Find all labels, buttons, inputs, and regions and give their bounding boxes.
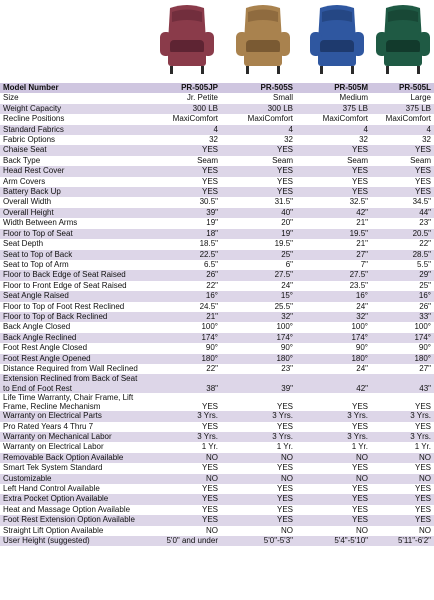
row-value: 43" <box>371 374 434 392</box>
row-value: 174° <box>371 333 434 343</box>
row-value: 19.5" <box>296 229 371 239</box>
row-label: Back Angle Closed <box>3 322 71 332</box>
row-value: Medium <box>339 93 368 103</box>
row-value: 19" <box>221 229 296 239</box>
row-value: NO <box>296 453 371 463</box>
row-value: 4 <box>146 125 221 135</box>
row-value: 39" <box>146 208 221 218</box>
row-label: Fabric Options <box>3 135 56 145</box>
row-value: Seam <box>197 155 218 165</box>
header-col: PR-505M <box>296 83 371 93</box>
row-value: YES <box>146 166 221 176</box>
row-value: MaxiComfort <box>247 114 293 124</box>
row-value: NO <box>296 474 371 484</box>
table-row <box>0 104 434 114</box>
row-value: 32" <box>296 312 371 322</box>
row-label: Warranty on Electrical Parts <box>0 411 146 421</box>
row-value: 375 LB <box>296 104 371 114</box>
row-value: 27" <box>419 363 431 373</box>
table-row <box>0 145 434 155</box>
row-label: Overall Width <box>3 197 52 207</box>
row-label: Weight Capacity <box>0 104 146 114</box>
row-label: Floor to Top of Seat <box>0 229 146 239</box>
row-label: Width Between Arms <box>3 218 78 228</box>
table-row <box>0 114 434 124</box>
row-value: 23" <box>419 218 431 228</box>
row-label: Warranty on Mechanical Labor <box>0 432 146 442</box>
row-value: NO <box>281 525 293 535</box>
row-value: 28.5" <box>371 250 434 260</box>
row-value: 23.5" <box>349 280 368 290</box>
chair-blue-image <box>306 2 368 78</box>
row-value: 4 <box>371 125 434 135</box>
row-value: YES <box>351 484 368 494</box>
chair-leg-shape <box>277 66 280 74</box>
row-value: YES <box>146 145 221 155</box>
row-value: 27.5" <box>221 270 296 280</box>
row-value: YES <box>201 504 218 514</box>
table-row <box>0 187 434 197</box>
row-label: Floor to Back Edge of Seat Raised <box>0 270 146 280</box>
row-value: 5'0" and under <box>146 536 221 546</box>
row-value: NO <box>221 453 296 463</box>
row-value: 22" <box>206 280 218 290</box>
table-row <box>0 484 434 494</box>
row-value: 32 <box>209 135 218 145</box>
row-value: 5'11"-6'2" <box>371 536 434 546</box>
row-value: YES <box>371 145 434 155</box>
row-value: NO <box>356 525 368 535</box>
table-row <box>0 312 434 322</box>
row-value: 24" <box>281 280 293 290</box>
row-label: Battery Back Up <box>0 187 146 197</box>
row-value: YES <box>351 463 368 473</box>
row-value: 180° <box>296 354 371 364</box>
chair-base-shape <box>318 52 356 66</box>
table-row <box>0 474 434 484</box>
table-row <box>0 166 434 176</box>
row-value: 1 Yr. <box>351 442 368 452</box>
table-row <box>0 197 434 207</box>
table-row <box>0 208 434 218</box>
row-value: MaxiComfort <box>172 114 218 124</box>
row-label: Pro Rated Years 4 Thru 7 <box>3 421 94 431</box>
row-value: 3 Yrs. <box>296 411 371 421</box>
chair-leg-shape <box>201 66 204 74</box>
row-value: YES <box>221 494 296 504</box>
row-value: YES <box>146 494 221 504</box>
row-value: YES <box>221 145 296 155</box>
row-value: 34.5" <box>412 197 431 207</box>
row-value: 16° <box>296 291 371 301</box>
row-value: 6" <box>285 259 293 269</box>
row-value: 180° <box>221 354 296 364</box>
row-value: NO <box>221 474 296 484</box>
row-value: Seam <box>347 155 368 165</box>
table-row <box>0 442 434 452</box>
row-value: 90° <box>418 343 431 353</box>
table-row <box>0 354 434 364</box>
row-value: YES <box>146 515 221 525</box>
row-value: 5'4"-5'10" <box>296 536 371 546</box>
row-label: Seat to Top of Back <box>0 250 146 260</box>
row-value: NO <box>371 453 434 463</box>
row-value: 100° <box>351 322 368 332</box>
row-value: YES <box>351 421 368 431</box>
row-label: Floor to Top of Back Reclined <box>0 312 146 322</box>
row-value: NO <box>146 453 221 463</box>
table-row <box>0 515 434 525</box>
header-col: PR-505S <box>221 83 296 93</box>
row-value: 24" <box>356 301 368 311</box>
row-value: 15° <box>221 291 296 301</box>
row-label: Back Type <box>3 155 41 165</box>
row-value: 39" <box>221 374 296 392</box>
row-value: 22" <box>419 239 431 249</box>
row-value: 3 Yrs. <box>146 432 221 442</box>
row-value: YES <box>371 515 434 525</box>
row-label: Size <box>3 93 19 103</box>
row-value: 174° <box>296 333 371 343</box>
header-col: PR-505JP <box>146 83 221 93</box>
row-value: 42" <box>296 208 371 218</box>
row-value: YES <box>296 145 371 155</box>
chair-leg-shape <box>170 66 173 74</box>
table-row <box>0 177 434 187</box>
table-row <box>0 536 434 546</box>
table-row <box>0 526 434 536</box>
row-label: Seat Angle Raised <box>0 291 146 301</box>
row-value: 22.5" <box>146 250 221 260</box>
table-row <box>0 125 434 135</box>
row-label: Floor to Top of Foot Rest Reclined <box>3 301 125 311</box>
row-value: YES <box>276 421 293 431</box>
chair-base-shape <box>168 52 206 66</box>
header-label: Model Number <box>0 83 146 93</box>
row-value: 5.5" <box>417 259 431 269</box>
row-value: 300 LB <box>146 104 221 114</box>
row-value: 32 <box>359 135 368 145</box>
row-value: YES <box>414 463 431 473</box>
row-value: 40" <box>221 208 296 218</box>
row-value: 22" <box>206 363 218 373</box>
table-row <box>0 364 434 374</box>
row-value: 3 Yrs. <box>221 411 296 421</box>
chair-leg-shape <box>246 66 249 74</box>
row-value: YES <box>146 187 221 197</box>
row-value: 18" <box>146 229 221 239</box>
row-value: 20" <box>281 218 293 228</box>
table-row <box>0 333 434 343</box>
row-value: 1 Yr. <box>414 442 431 452</box>
row-value: 30.5" <box>199 197 218 207</box>
row-value: 90° <box>205 343 218 353</box>
row-value: 21" <box>356 239 368 249</box>
chair-leg-shape <box>386 66 389 74</box>
row-label: Life Time Warranty, Chair Frame, Lift Frame, Recline Mechanism <box>3 392 134 411</box>
row-label: Head Rest Cover <box>0 166 146 176</box>
spec-table <box>0 83 434 546</box>
row-value: 21" <box>356 218 368 228</box>
row-value: Small <box>272 93 293 103</box>
row-value: 23" <box>281 363 293 373</box>
row-value: YES <box>296 494 371 504</box>
header-col: PR-505L <box>371 83 434 93</box>
row-value: 90° <box>280 343 293 353</box>
row-label: Extension Reclined from Back of Seat to End of Foot Rest <box>0 374 146 392</box>
chair-base-shape <box>384 52 422 66</box>
table-row <box>0 281 434 291</box>
row-label: Customizable <box>0 474 146 484</box>
row-value: YES <box>351 504 368 514</box>
row-value: YES <box>221 515 296 525</box>
row-value: 26" <box>146 270 221 280</box>
row-label: Removable Back Option Available <box>0 453 146 463</box>
row-value: YES <box>414 176 431 186</box>
table-row <box>0 229 434 239</box>
row-value: 16° <box>371 291 434 301</box>
chair-burgundy-image <box>156 2 218 78</box>
chair-base-shape <box>244 52 282 66</box>
row-value: 4 <box>296 125 371 135</box>
row-label: Foot Rest Angle Opened <box>0 354 146 364</box>
row-value: YES <box>351 401 368 411</box>
row-value: 300 LB <box>221 104 296 114</box>
row-value: 26" <box>419 301 431 311</box>
row-value: 6.5" <box>204 259 218 269</box>
row-label: Foot Rest Extension Option Available <box>0 515 146 525</box>
row-label: Distance Required from Wall Reclined <box>3 363 138 373</box>
row-value: 21" <box>146 312 221 322</box>
table-row <box>0 218 434 228</box>
row-label: Left Hand Control Available <box>3 484 100 494</box>
row-label: Foot Rest Angle Closed <box>3 343 88 353</box>
row-value: 174° <box>146 333 221 343</box>
row-value: 90° <box>355 343 368 353</box>
table-row <box>0 322 434 332</box>
row-value: 7" <box>360 259 368 269</box>
table-row <box>0 463 434 473</box>
row-value: YES <box>276 484 293 494</box>
chair-leg-shape <box>320 66 323 74</box>
row-value: 27.5" <box>296 270 371 280</box>
row-label: Straight Lift Option Available <box>3 525 104 535</box>
row-value: 25" <box>419 280 431 290</box>
row-value: 100° <box>414 322 431 332</box>
row-value: YES <box>201 401 218 411</box>
row-value: 4 <box>221 125 296 135</box>
row-value: NO <box>371 474 434 484</box>
row-value: 3 Yrs. <box>296 432 371 442</box>
spec-table-body <box>0 83 434 546</box>
row-value: 33" <box>371 312 434 322</box>
row-label: Floor to Front Edge of Seat Raised <box>3 280 127 290</box>
row-value: 24" <box>356 363 368 373</box>
row-value: YES <box>414 504 431 514</box>
row-value: NO <box>206 525 218 535</box>
table-row <box>0 343 434 353</box>
row-value: 44" <box>371 208 434 218</box>
table-row <box>0 494 434 504</box>
row-value: 32" <box>221 312 296 322</box>
row-value: 1 Yr. <box>201 442 218 452</box>
row-value: YES <box>201 463 218 473</box>
row-value: 29" <box>371 270 434 280</box>
row-value: YES <box>276 176 293 186</box>
row-value: Seam <box>410 155 431 165</box>
row-value: Large <box>410 93 431 103</box>
row-label: Seat to Top of Arm <box>3 259 69 269</box>
row-value: 42" <box>296 374 371 392</box>
row-value: YES <box>371 494 434 504</box>
row-value: YES <box>221 166 296 176</box>
row-value: 38" <box>146 374 221 392</box>
row-value: MaxiComfort <box>322 114 368 124</box>
chair-seat-shape <box>170 40 204 54</box>
row-value: 32.5" <box>349 197 368 207</box>
row-label: Arm Covers <box>3 176 46 186</box>
table-row <box>0 250 434 260</box>
row-value: 16° <box>146 291 221 301</box>
chair-seat-shape <box>246 40 280 54</box>
table-row <box>0 374 434 392</box>
row-value: MaxiComfort <box>385 114 431 124</box>
row-value: 180° <box>146 354 221 364</box>
table-row <box>0 432 434 442</box>
row-value: NO <box>146 474 221 484</box>
table-row <box>0 93 434 103</box>
table-row <box>0 393 434 411</box>
row-label: Smart Tek System Standard <box>3 463 103 473</box>
row-value: 18.5" <box>199 239 218 249</box>
row-value: 100° <box>201 322 218 332</box>
row-label: Recline Positions <box>3 114 65 124</box>
row-value: YES <box>296 166 371 176</box>
table-row <box>0 422 434 432</box>
row-value: 1 Yr. <box>276 442 293 452</box>
row-value: 25" <box>221 250 296 260</box>
row-value: 32 <box>284 135 293 145</box>
table-row <box>0 291 434 301</box>
row-value: 19.5" <box>274 239 293 249</box>
row-value: YES <box>201 176 218 186</box>
row-value: 3 Yrs. <box>371 432 434 442</box>
row-value: 19" <box>206 218 218 228</box>
table-row <box>0 302 434 312</box>
row-value: YES <box>201 484 218 494</box>
row-value: YES <box>296 515 371 525</box>
row-value: 3 Yrs. <box>371 411 434 421</box>
row-value: NO <box>419 525 431 535</box>
row-value: 180° <box>371 354 434 364</box>
row-label: Extra Pocket Option Available <box>0 494 146 504</box>
row-label: Heat and Massage Option Available <box>3 504 131 514</box>
chair-seat-shape <box>320 40 354 54</box>
row-value: YES <box>276 401 293 411</box>
row-value: YES <box>276 463 293 473</box>
row-value: YES <box>351 176 368 186</box>
table-row <box>0 505 434 515</box>
table-row <box>0 239 434 249</box>
chair-seat-shape <box>386 40 420 54</box>
row-value: 100° <box>276 322 293 332</box>
row-value: 3 Yrs. <box>146 411 221 421</box>
table-row <box>0 260 434 270</box>
table-row <box>0 135 434 145</box>
row-value: Seam <box>272 155 293 165</box>
row-value: YES <box>201 421 218 431</box>
row-value: YES <box>414 401 431 411</box>
table-row <box>0 453 434 463</box>
row-value: 174° <box>221 333 296 343</box>
row-label: Back Angle Reclined <box>0 333 146 343</box>
row-value: 25.5" <box>274 301 293 311</box>
row-label: User Height (suggested) <box>0 536 146 546</box>
row-label: Seat Depth <box>3 239 44 249</box>
chair-leg-shape <box>417 66 420 74</box>
row-value: YES <box>296 187 371 197</box>
chair-green-image <box>372 2 434 78</box>
row-value: Jr. Petite <box>186 93 218 103</box>
row-value: YES <box>221 187 296 197</box>
row-value: YES <box>414 421 431 431</box>
chair-images-row <box>0 0 434 83</box>
row-label: Warranty on Electrical Labor <box>3 442 104 452</box>
row-value: 20.5" <box>371 229 434 239</box>
table-row <box>0 270 434 280</box>
chair-leg-shape <box>351 66 354 74</box>
row-value: YES <box>371 187 434 197</box>
row-label: Chaise Seat <box>0 145 146 155</box>
row-label: Overall Height <box>0 208 146 218</box>
row-value: YES <box>371 166 434 176</box>
table-header-row <box>0 83 434 93</box>
row-value: YES <box>414 484 431 494</box>
row-value: 27" <box>296 250 371 260</box>
row-value: 5'0"-5'3" <box>221 536 296 546</box>
row-value: 3 Yrs. <box>221 432 296 442</box>
row-value: YES <box>276 504 293 514</box>
row-value: 32 <box>422 135 431 145</box>
row-value: 31.5" <box>274 197 293 207</box>
row-label: Standard Fabrics <box>0 125 146 135</box>
chair-tan-image <box>232 2 294 78</box>
row-value: 24.5" <box>199 301 218 311</box>
table-row <box>0 411 434 421</box>
row-value: 375 LB <box>371 104 434 114</box>
table-row <box>0 156 434 166</box>
